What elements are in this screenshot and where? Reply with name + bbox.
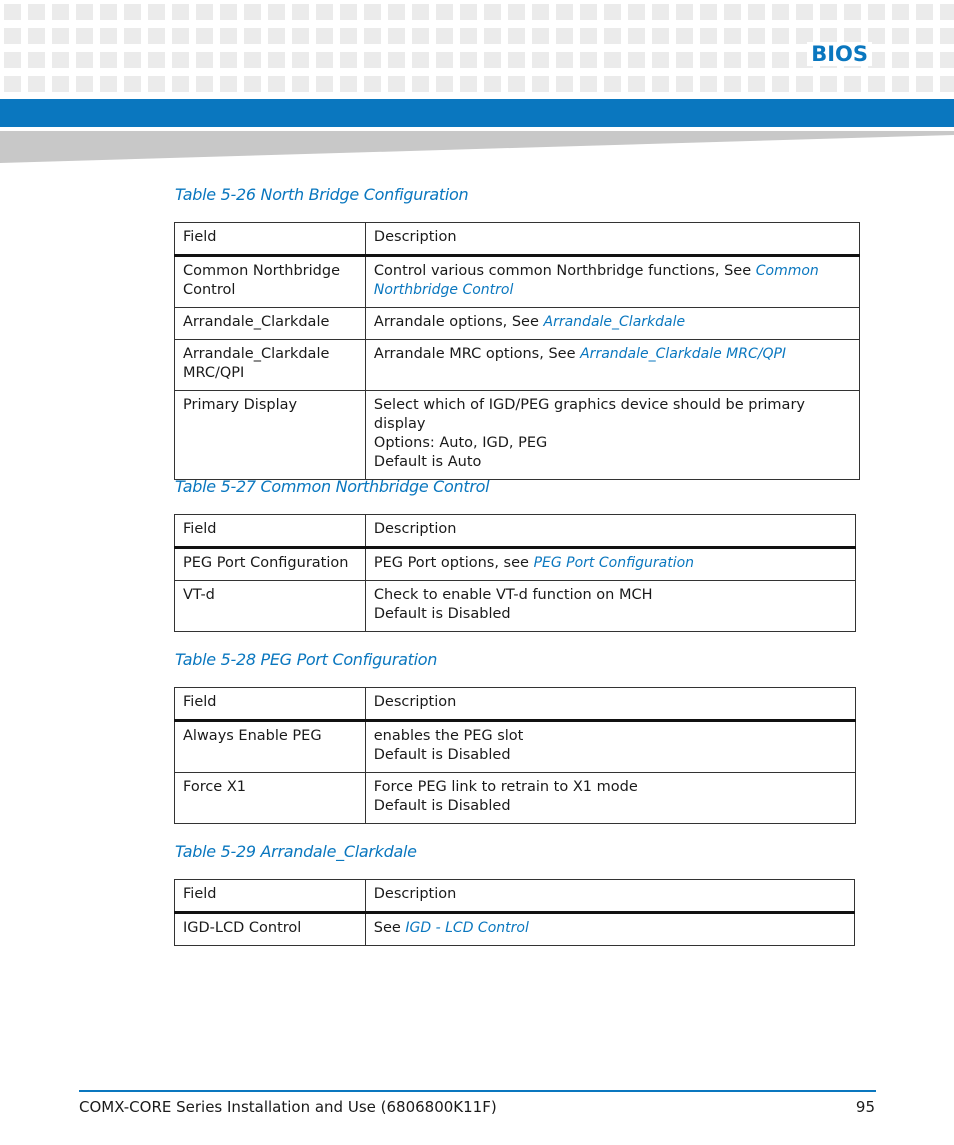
field-cell: Common Northbridge Control (175, 256, 366, 308)
description-line: Default is Auto (373, 454, 482, 470)
table-row (175, 256, 860, 308)
field-cell: Always Enable PEG (175, 721, 366, 773)
column-header: Field (175, 223, 366, 256)
footer-rule (79, 1090, 876, 1092)
description-cell (365, 256, 859, 308)
table-row (175, 581, 856, 632)
description-cell (365, 773, 855, 824)
field-cell: Force X1 (175, 773, 366, 824)
header-grey-band (0, 127, 954, 163)
column-header: Description (365, 880, 854, 913)
description-cell (365, 391, 859, 480)
header-blue-bar (0, 99, 954, 127)
description-line: Force PEG link to retrain to X1 mode (373, 779, 638, 795)
footer-document-title: COMX-CORE Series Installation and Use (6806800K11F) (79, 1098, 497, 1116)
table-row (175, 773, 856, 824)
table-caption: Table 5-27 Common Northbridge Control (175, 477, 490, 496)
table-row (175, 340, 860, 391)
table-row (175, 913, 855, 946)
common-northbridge-control-table (174, 514, 856, 632)
description-line: Check to enable VT-d function on MCH (373, 587, 653, 603)
description-text: Control various common Northbridge functions, See (373, 263, 756, 279)
cross-reference-link[interactable]: IGD - LCD Control (405, 920, 529, 936)
field-cell: Arrandale_Clarkdale MRC/QPI (175, 340, 366, 391)
description-text: Arrandale options, See (373, 314, 544, 330)
description-cell (365, 913, 854, 946)
table-row (175, 391, 860, 480)
page-number: 95 (855, 1098, 875, 1116)
arrandale-clarkdale-table (174, 879, 855, 946)
table-caption: Table 5-28 PEG Port Configuration (175, 650, 438, 669)
field-cell: Arrandale_Clarkdale (175, 308, 366, 340)
column-header: Field (175, 880, 366, 913)
cross-reference-link[interactable]: Arrandale_Clarkdale MRC/QPI (580, 346, 787, 362)
table-row (175, 721, 856, 773)
description-cell (365, 308, 859, 340)
description-text: PEG Port options, see (373, 555, 534, 571)
description-line: Default is Disabled (373, 747, 511, 763)
column-header: Field (175, 515, 366, 548)
table-header-row (175, 880, 855, 913)
north-bridge-config-table (174, 222, 860, 480)
column-header: Description (365, 515, 855, 548)
description-text: Arrandale MRC options, See (373, 346, 581, 362)
cross-reference-link[interactable]: Common Northbridge Control (373, 263, 819, 298)
table-caption: Table 5-29 Arrandale_Clarkdale (175, 842, 417, 861)
field-cell: VT-d (175, 581, 366, 632)
description-line: Select which of IGD/PEG graphics device should be primary display (373, 397, 805, 432)
description-line: enables the PEG slot (373, 728, 524, 744)
table-header-row (175, 223, 860, 256)
column-header: Description (365, 688, 855, 721)
column-header: Field (175, 688, 366, 721)
column-header: Description (365, 223, 859, 256)
description-cell (365, 721, 855, 773)
table-header-row (175, 688, 856, 721)
field-cell: PEG Port Configuration (175, 548, 366, 581)
description-cell (365, 340, 859, 391)
description-text: See (373, 920, 406, 936)
description-line: Options: Auto, IGD, PEG (373, 435, 548, 451)
section-title: BIOS (807, 42, 872, 66)
table-caption: Table 5-26 North Bridge Configuration (175, 185, 469, 204)
table-row (175, 308, 860, 340)
description-line: Default is Disabled (373, 606, 511, 622)
description-cell (365, 548, 855, 581)
field-cell: IGD-LCD Control (175, 913, 366, 946)
table-header-row (175, 515, 856, 548)
description-line: Default is Disabled (373, 798, 511, 814)
cross-reference-link[interactable]: PEG Port Configuration (533, 555, 695, 571)
cross-reference-link[interactable]: Arrandale_Clarkdale (543, 314, 686, 330)
peg-port-config-table (174, 687, 856, 824)
table-row (175, 548, 856, 581)
field-cell: Primary Display (175, 391, 366, 480)
description-cell (365, 581, 855, 632)
